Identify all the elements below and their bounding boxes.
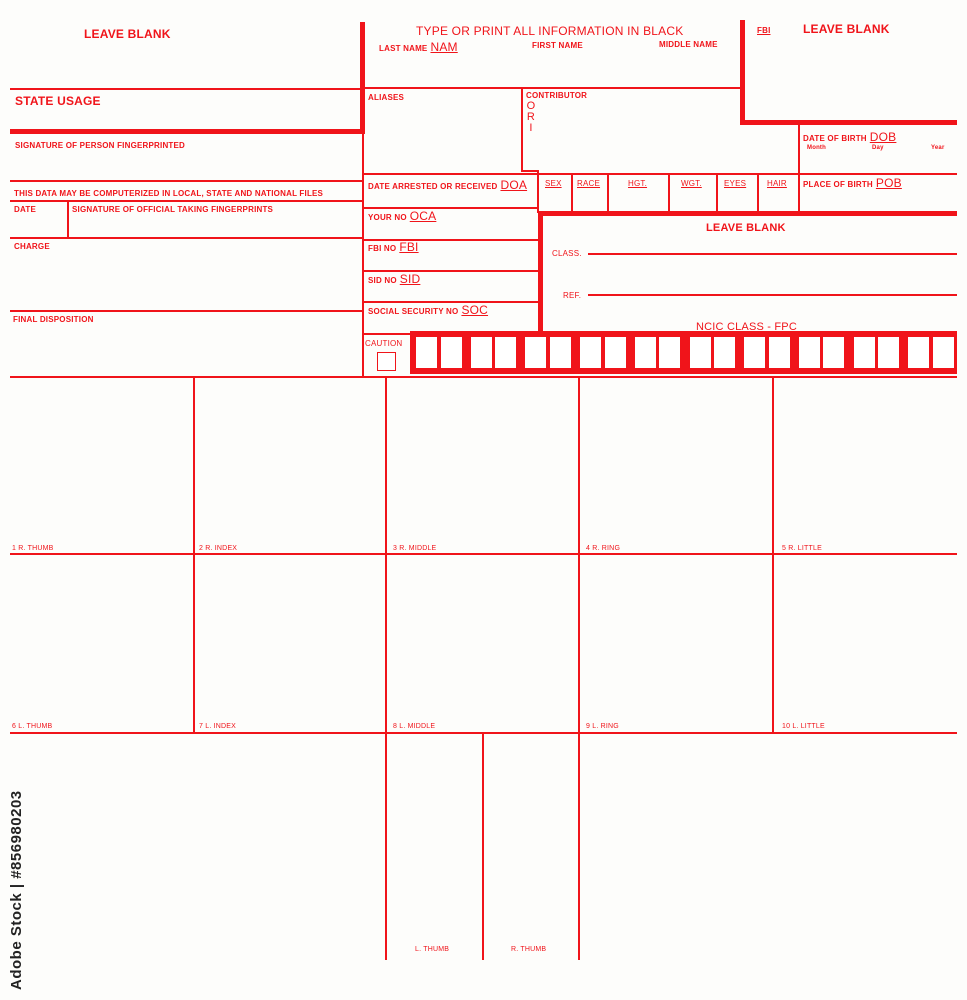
ncic-class-box[interactable] [744,337,765,368]
form-rule-line [798,124,800,213]
descriptor-field[interactable]: WGT. [681,179,702,188]
ncic-class-box[interactable] [908,337,929,368]
finger-block-label: 6 L. THUMB [12,723,53,730]
ncic-class-box[interactable] [441,337,462,368]
finger-block-label: 9 L. RING [586,723,619,730]
aliases-field[interactable]: ALIASES [368,93,405,102]
ncic-class-box[interactable] [799,337,820,368]
plain-right-thumb-label: R. THUMB [511,946,547,953]
form-rule-line [10,180,362,182]
leave-blank-left: LEAVE BLANK [84,27,171,41]
date-field[interactable]: DATE [14,205,36,214]
ncic-class-box[interactable] [495,337,516,368]
descriptor-field[interactable]: HGT. [628,179,648,188]
middle-name-field[interactable]: MIDDLE NAME [659,40,718,49]
finger-block-label: 8 L. MIDDLE [393,723,436,730]
ncic-class-box[interactable] [605,337,626,368]
signature-official-field[interactable]: SIGNATURE OF OFFICIAL TAKING FINGERPRINTS [72,205,274,214]
form-rule-line [362,134,364,377]
form-rule-line [10,237,362,239]
finger-block-label: 2 R. INDEX [199,545,238,552]
form-rule-line [482,732,484,960]
form-rule-line [716,173,718,213]
form-rule-line [772,376,774,732]
form-rule-line [578,376,580,960]
fbi-no-field[interactable]: FBI NO FBI [368,240,419,254]
fbi-label: FBI [757,26,771,35]
ssn-field[interactable]: SOCIAL SECURITY NO SOC [368,303,489,317]
dob-year: Year [931,145,945,151]
final-disposition-field[interactable]: FINAL DISPOSITION [13,315,94,324]
finger-block-label: 4 R. RING [586,545,621,552]
ncic-class-box[interactable] [690,337,711,368]
form-rule-line [607,173,609,213]
descriptor-field[interactable]: EYES [724,179,747,188]
class-field[interactable]: CLASS. [552,249,582,258]
form-rule-line [10,129,364,134]
finger-block-label: 3 R. MIDDLE [393,545,437,552]
ncic-class-box[interactable] [933,337,954,368]
form-rule-line [538,211,957,216]
ncic-class-box[interactable] [550,337,571,368]
ncic-class-box[interactable] [416,337,437,368]
instruction-heading: TYPE OR PRINT ALL INFORMATION IN BLACK [416,24,684,38]
form-rule-line [740,20,745,125]
form-rule-line [385,376,387,960]
finger-block-label: 1 R. THUMB [12,545,54,552]
ori-label: O R I [526,100,536,134]
leave-blank-right: LEAVE BLANK [803,22,890,36]
descriptor-field[interactable]: SEX [545,179,562,188]
last-name-field[interactable]: LAST NAME NAM [379,40,458,54]
form-rule-line [521,170,538,172]
form-rule-line [538,211,543,335]
leave-blank-class: LEAVE BLANK [706,222,786,234]
ncic-class-box[interactable] [635,337,656,368]
form-rule-line [193,376,195,732]
form-rule-line [10,732,957,734]
dob-month: Month [807,145,826,151]
finger-block-label: 5 R. LITTLE [782,545,822,552]
form-rule-line [67,200,69,237]
form-rule-line [10,553,957,555]
dob-field[interactable]: DATE OF BIRTH DOB [803,130,897,144]
your-no-field[interactable]: YOUR NO OCA [368,209,437,223]
form-rule-line [362,173,957,175]
form-rule-line [668,173,670,213]
form-rule-line [10,376,957,378]
ncic-class-box[interactable] [854,337,875,368]
ncic-class-box[interactable] [714,337,735,368]
ncic-class-box[interactable] [580,337,601,368]
state-usage: STATE USAGE [15,94,101,108]
form-rule-line [757,173,759,213]
form-rule-line [571,173,573,213]
form-rule-line [10,310,362,312]
form-rule-line [362,87,742,89]
form-rule-line [10,200,362,202]
charge-field[interactable]: CHARGE [14,242,50,251]
finger-block-label: 10 L. LITTLE [782,723,825,730]
descriptor-field[interactable]: RACE [577,179,601,188]
first-name-field[interactable]: FIRST NAME [532,41,583,50]
ncic-class-box[interactable] [525,337,546,368]
caution-label: CAUTION [365,339,403,348]
ref-field[interactable]: REF. [563,291,582,300]
finger-block-label: 7 L. INDEX [199,723,237,730]
plain-left-thumb-label: L. THUMB [415,946,450,953]
descriptor-field[interactable]: HAIR [767,179,787,188]
stock-watermark: Adobe Stock | #856980203 [8,790,25,990]
form-rule-line [360,22,365,134]
ncic-box-frame [410,333,957,374]
computerized-notice: THIS DATA MAY BE COMPUTERIZED IN LOCAL, STATE AND NATIONAL FILES [14,189,324,198]
form-rule-line [588,253,957,255]
ncic-class-box[interactable] [823,337,844,368]
caution-checkbox[interactable] [377,352,396,371]
signature-person-field[interactable]: SIGNATURE OF PERSON FINGERPRINTED [15,141,186,150]
form-rule-line [742,120,957,125]
form-rule-line [588,294,957,296]
sid-no-field[interactable]: SID NO SID [368,272,421,286]
ncic-class-box[interactable] [659,337,680,368]
dob-day: Day [872,145,884,151]
pob-field[interactable]: PLACE OF BIRTH POB [803,176,902,190]
ncic-label: NCIC CLASS - FPC [696,321,797,333]
contributor-field[interactable]: CONTRIBUTOR [526,91,588,100]
date-arrested-field[interactable]: DATE ARRESTED OR RECEIVED DOA [368,178,528,192]
ncic-class-box[interactable] [471,337,492,368]
form-rule-line [10,88,362,90]
form-rule-line [521,87,523,170]
ncic-class-box[interactable] [878,337,899,368]
ncic-class-box[interactable] [769,337,790,368]
